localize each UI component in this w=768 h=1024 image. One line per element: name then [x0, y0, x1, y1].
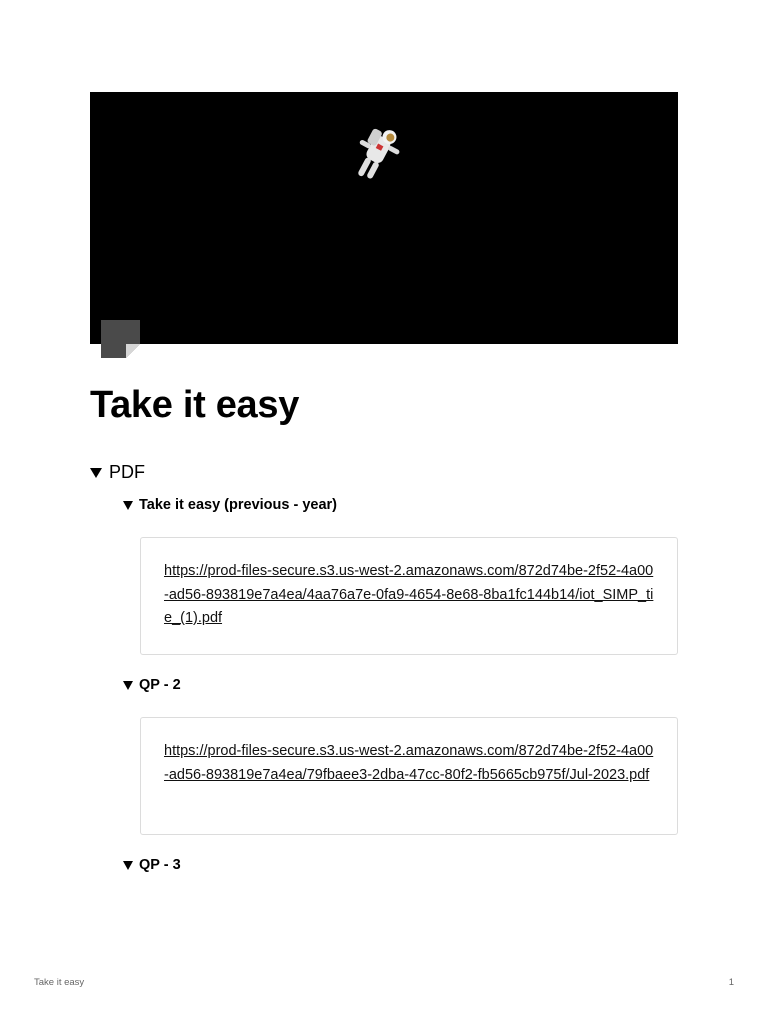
toggle-label: QP - 3 — [139, 857, 181, 873]
page-title: Take it easy — [90, 384, 300, 426]
note-icon — [101, 320, 140, 358]
toggle-label: PDF — [109, 462, 145, 482]
page-number: 1 — [728, 977, 734, 988]
pdf-link[interactable]: https://prod-files-secure.s3.us-west-2.amazonaws.com/872d74be-2f52-4a00-ad56-893819e7a4ea/79fbaee3-2dba-47cc-80f2-fb5665cb975f/Jul-2023.pdf — [164, 743, 654, 783]
cover-image — [90, 92, 678, 344]
triangle-down-icon[interactable] — [123, 861, 133, 870]
triangle-down-icon[interactable] — [123, 501, 133, 510]
toggle-previous-year[interactable] — [123, 497, 337, 513]
triangle-down-icon[interactable] — [123, 681, 133, 690]
link-bookmark[interactable] — [140, 537, 678, 655]
footer-title: Take it easy — [34, 977, 85, 988]
toggle-pdf[interactable] — [90, 462, 145, 483]
toggle-label: QP - 2 — [139, 677, 181, 693]
link-bookmark[interactable] — [140, 717, 678, 835]
astronaut-earth-illustration — [90, 92, 678, 344]
pdf-link[interactable]: https://prod-files-secure.s3.us-west-2.amazonaws.com/872d74be-2f52-4a00-ad56-893819e7a4ea/4aa76a7e-0fa9-4654-8e68-8ba1fc144b14/iot_SIMP_tie_(1).pdf — [164, 563, 654, 626]
toggle-qp-3[interactable] — [123, 857, 181, 873]
toggle-qp-2[interactable] — [123, 677, 181, 693]
toggle-label: Take it easy (previous - year) — [139, 497, 337, 513]
triangle-down-icon[interactable] — [90, 468, 102, 478]
